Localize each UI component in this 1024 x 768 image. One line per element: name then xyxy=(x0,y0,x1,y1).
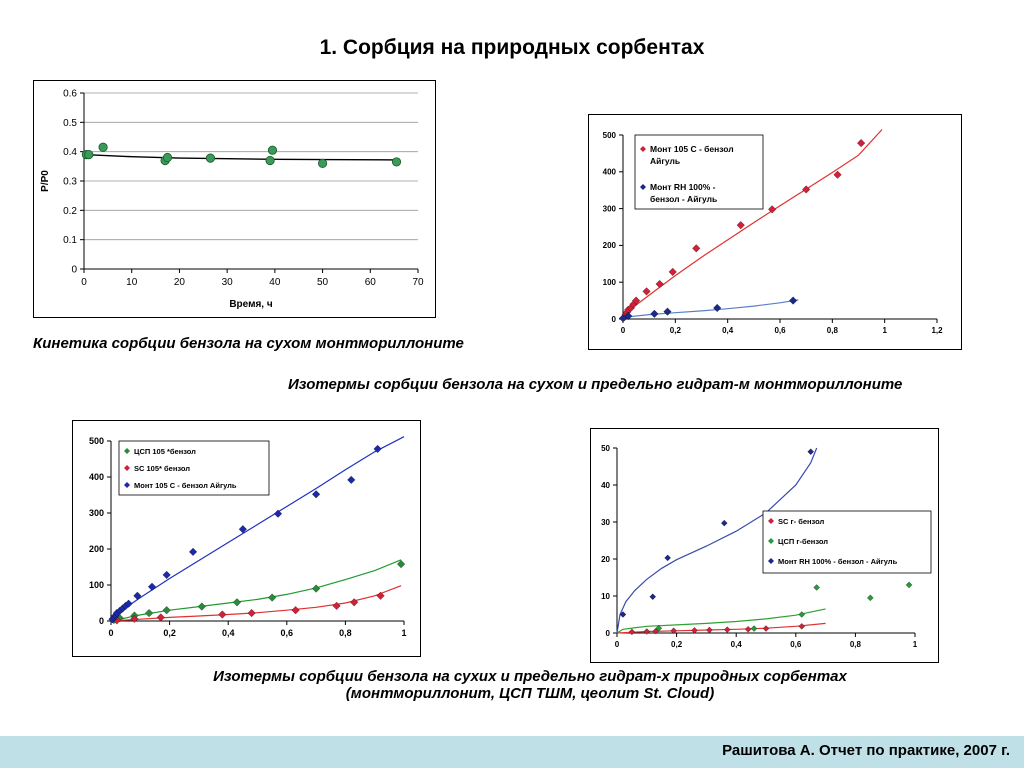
x-tick-label: 0,8 xyxy=(849,640,861,649)
kinetics-caption: Кинетика сорбции бензола на сухом монтмориллоните xyxy=(33,335,464,352)
series-0-point xyxy=(312,585,320,593)
y-tick-label: 40 xyxy=(601,480,610,490)
series-1-point xyxy=(713,304,721,312)
series-0-point xyxy=(763,626,769,632)
x-tick-label: 40 xyxy=(269,277,281,288)
series-1-point xyxy=(814,584,820,590)
series-1-point xyxy=(751,626,757,632)
x-tick-label: 1 xyxy=(882,326,887,335)
series-0-point xyxy=(198,603,206,611)
x-tick-label: 20 xyxy=(173,277,185,288)
isotherms-bottom-caption-line2: (монтмориллонит, ЦСП ТШМ, цеолит St. Cloud) xyxy=(345,685,715,702)
x-tick-label: 0 xyxy=(620,326,626,335)
y-tick-label: 50 xyxy=(601,443,610,453)
isotherms-bottom-caption-line1: Изотермы сорбции бензола на сухих и предельно гидрат-х природных сорбентах xyxy=(213,668,847,685)
series-0-point xyxy=(85,150,93,158)
isotherm-bottom-left-chart xyxy=(73,421,420,656)
isotherm-bottom-right-chart xyxy=(591,429,938,662)
page-title: 1. Сорбция на природных сорбентах xyxy=(319,36,705,59)
series-0-point xyxy=(745,626,751,632)
series-0-point xyxy=(318,159,326,167)
series-2-point xyxy=(665,555,671,561)
y-tick-label: 0.1 xyxy=(63,235,77,247)
series-0-point xyxy=(268,594,276,602)
y-tick-label: 0.4 xyxy=(63,147,77,159)
y-tick-label: 300 xyxy=(88,508,104,519)
x-tick-label: 0,2 xyxy=(163,628,176,638)
series-2-point xyxy=(274,510,282,518)
x-tick-label: 1 xyxy=(401,628,407,638)
series-1-fit-line xyxy=(623,300,798,319)
series-0-point xyxy=(692,245,700,253)
kinetics-chart-frame xyxy=(33,80,436,318)
series-0-fit-line xyxy=(84,155,397,160)
y-tick-label: 0.6 xyxy=(63,88,77,100)
y-tick-label: 0 xyxy=(611,314,616,324)
series-0-point xyxy=(268,146,276,154)
x-tick-label: 0,6 xyxy=(280,628,294,638)
isotherm-top-chart xyxy=(589,115,961,349)
series-2-point xyxy=(721,520,727,526)
legend-label-1: SC 105* бензол xyxy=(134,464,191,473)
y-tick-label: 200 xyxy=(602,241,616,251)
y-axis-label: P/P0 xyxy=(40,170,51,192)
y-tick-label: 500 xyxy=(602,130,616,140)
series-0-point xyxy=(706,627,712,633)
isotherms-top-caption: Изотермы сорбции бензола на сухом и предельно гидрат-м монтмориллоните xyxy=(288,376,903,393)
isotherms-bottom-caption xyxy=(130,668,930,702)
series-0-point xyxy=(99,143,107,151)
x-tick-label: 60 xyxy=(364,277,376,288)
series-1-point xyxy=(292,606,300,614)
series-0-point xyxy=(857,139,865,147)
series-2-point xyxy=(312,490,320,498)
x-tick-label: 0,8 xyxy=(339,628,352,638)
y-tick-label: 300 xyxy=(602,204,616,214)
x-tick-label: 50 xyxy=(317,277,329,288)
series-1-point xyxy=(906,582,912,588)
series-0-point xyxy=(233,598,241,606)
legend-label-2: Монт RH 100% - бензол - Айгуль xyxy=(778,557,898,566)
y-tick-label: 100 xyxy=(602,278,616,287)
legend-label-1: Монт RH 100% -бензол - Айгуль xyxy=(650,182,718,204)
y-tick-label: 0.5 xyxy=(63,117,77,129)
series-1-point xyxy=(651,310,659,318)
x-tick-label: 0,4 xyxy=(730,640,742,649)
isotherm-top-chart-frame xyxy=(588,114,962,350)
y-tick-label: 0 xyxy=(605,628,610,638)
x-tick-label: 0,4 xyxy=(221,628,235,638)
legend-label-0: SC г- бензол xyxy=(778,517,825,526)
series-0-point xyxy=(163,606,171,614)
series-0-point xyxy=(799,623,805,629)
series-0-point xyxy=(163,153,171,161)
x-tick-label: 0,2 xyxy=(669,326,681,335)
y-tick-label: 100 xyxy=(88,580,104,591)
y-tick-label: 0 xyxy=(71,264,77,276)
x-tick-label: 0,4 xyxy=(722,326,734,335)
y-tick-label: 500 xyxy=(88,436,104,447)
legend-label-2: Монт 105 С - бензол Айгуль xyxy=(134,481,237,490)
series-0-point xyxy=(629,629,635,635)
x-tick-label: 1 xyxy=(912,640,918,649)
series-0-point xyxy=(656,280,664,288)
y-tick-label: 0.2 xyxy=(63,205,77,217)
x-axis-label: Время, ч xyxy=(229,299,273,310)
x-tick-label: 0,6 xyxy=(774,326,786,335)
series-2-point xyxy=(650,594,656,600)
series-2-point xyxy=(189,548,197,556)
series-2-point xyxy=(347,476,355,484)
series-1-point xyxy=(789,297,797,305)
x-tick-label: 30 xyxy=(221,277,233,288)
x-tick-label: 0,2 xyxy=(671,640,683,649)
series-0-point xyxy=(145,609,153,617)
y-tick-label: 20 xyxy=(601,554,610,564)
x-tick-label: 10 xyxy=(126,277,138,288)
series-2-point xyxy=(808,449,814,455)
legend-label-0: ЦСП 105 *бензол xyxy=(134,447,196,456)
series-2-point xyxy=(148,583,156,591)
legend-label-1: ЦСП г-бензол xyxy=(778,537,829,546)
x-tick-label: 0 xyxy=(614,640,620,649)
series-1-point xyxy=(664,308,672,316)
series-0-point xyxy=(669,268,677,276)
x-tick-label: 1,2 xyxy=(931,326,943,335)
y-tick-label: 200 xyxy=(88,544,104,555)
x-tick-label: 0 xyxy=(81,277,87,288)
series-0-point xyxy=(643,288,651,296)
footer-text: Рашитова А. Отчет по практике, 2007 г. xyxy=(722,742,1010,759)
series-0-point xyxy=(392,158,400,166)
series-0-point xyxy=(206,154,214,162)
y-tick-label: 0.3 xyxy=(63,176,77,188)
series-0-point xyxy=(644,629,650,635)
series-1-point xyxy=(248,609,256,617)
footer-bar xyxy=(0,736,1024,768)
series-1-point xyxy=(867,595,873,601)
series-0-point xyxy=(266,156,274,164)
x-tick-label: 70 xyxy=(412,277,424,288)
kinetics-chart xyxy=(34,81,435,317)
series-2-point xyxy=(163,571,171,579)
series-0-fit-line xyxy=(111,560,401,621)
y-tick-label: 0 xyxy=(98,616,104,627)
y-tick-label: 400 xyxy=(602,167,616,177)
series-1-point xyxy=(799,612,805,618)
y-tick-label: 30 xyxy=(601,517,610,527)
legend-label-0: Монт 105 С - бензол Айгуль xyxy=(650,144,734,166)
x-tick-label: 0,6 xyxy=(790,640,802,649)
x-tick-label: 0,8 xyxy=(826,326,838,335)
series-0-point xyxy=(724,627,730,633)
series-0-point xyxy=(834,171,842,179)
series-1-point xyxy=(157,614,165,622)
series-1-fit-line xyxy=(111,586,401,621)
series-1-point xyxy=(333,602,341,610)
isotherm-bottom-left-chart-frame xyxy=(72,420,421,657)
isotherm-bottom-right-chart-frame xyxy=(590,428,939,663)
y-tick-label: 400 xyxy=(88,472,104,483)
x-tick-label: 0 xyxy=(108,628,114,638)
series-0-point xyxy=(737,221,745,229)
y-tick-label: 10 xyxy=(601,591,610,601)
series-1-point xyxy=(219,611,227,619)
